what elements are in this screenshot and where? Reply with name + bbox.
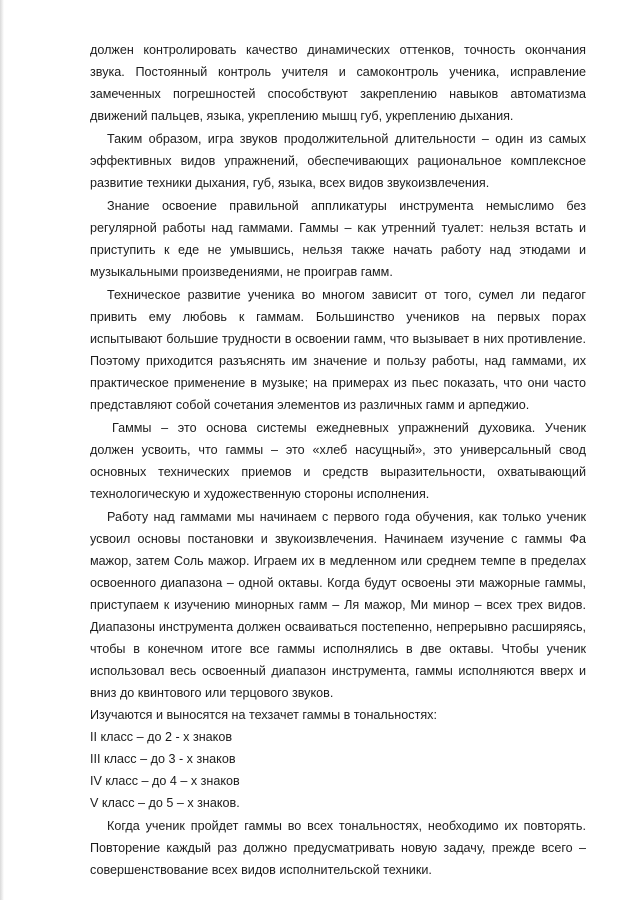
text-line: использовал весь освоенный диапазон инструмента, гаммы исполняются вверх и	[90, 664, 586, 678]
text-line: приступить к еде не умывшись, нельзя также начать работу над этюдами и	[90, 243, 586, 257]
list-item: IV класс – до 4 – х знаков	[90, 774, 240, 788]
list-item: III класс – до 3 - х знаков	[90, 752, 236, 766]
text-line: должен контролировать качество динамических оттенков, точность окончания	[90, 43, 586, 57]
text-line: замеченных погрешностей способствуют закреплению навыков автоматизма	[90, 87, 586, 101]
text-line: привить ему любовь к гаммам. Большинство учеников на первых порах	[90, 310, 586, 324]
text-line: Диапазоны инструмента должен осваиваться постепенно, непрерывно расширяясь,	[90, 620, 586, 634]
text-line: чтобы в конечном итоге все гаммы исполнялись в две октавы. Чтобы ученик	[90, 642, 586, 656]
text-line: вниз до квинтового или терцового звуков.	[90, 686, 334, 700]
text-line: Гаммы – это основа системы ежедневных упражнений духовика. Ученик	[112, 421, 586, 435]
text-line: совершенствование всех видов исполнительской техники.	[90, 863, 432, 877]
text-line: технологическую и художественную стороны исполнения.	[90, 487, 430, 501]
text-line: Когда ученик пройдет гаммы во всех тональностях, необходимо их повторять.	[107, 819, 586, 833]
text-line: развитие техники дыхания, губ, языка, всех видов звукоизвлечения.	[90, 176, 490, 190]
text-line: регулярной работы над гаммами. Гаммы – как утренний туалет: нельзя встать и	[90, 221, 586, 235]
text-line: усвоил основы постановки и звукоизвлечения. Начинаем изучение с гаммы Фа	[90, 532, 586, 546]
text-line: освоенного диапазона – одной октавы. Когда будут освоены эти мажорные гаммы,	[90, 576, 586, 590]
text-line: приступаем к изучению минорных гамм – Ля мажор, Ми минор – всех трех видов.	[90, 598, 586, 612]
text-line: Работу над гаммами мы начинаем с первого года обучения, как только ученик	[107, 510, 586, 524]
text-line: движений пальцев, языка, укреплению мышц губ, укреплению дыхания.	[90, 109, 514, 123]
list-item: II класс – до 2 - х знаков	[90, 730, 233, 744]
text-line: практическое применение в музыке; на примерах из пьес показать, что они часто	[90, 376, 586, 390]
text-line: Поэтому приходится разъяснять им значение и пользу работы, над гаммами, их	[90, 354, 586, 368]
text-line: испытывают большие трудности в освоении гамм, что вызывает в них противление.	[90, 332, 586, 346]
text-line: должен усвоить, что гаммы – это «хлеб насущный», это универсальный свод	[90, 443, 586, 457]
text-line: мажор, затем Соль мажор. Играем их в медленном или среднем темпе в пределах	[90, 554, 586, 568]
page-edge-shadow	[0, 0, 4, 900]
text-line: Знание освоение правильной аппликатуры инструмента немыслимо без	[107, 199, 586, 213]
text-line: музыкальными произведениями, не проиграв гамм.	[90, 265, 393, 279]
text-line: основных технических приемов и средств выразительности, охватывающий	[90, 465, 586, 479]
text-line: представляют собой сочетания элементов из различных гамм и арпеджио.	[90, 398, 530, 412]
text-line: Таким образом, игра звуков продолжительной длительности – один из самых	[107, 132, 586, 146]
list-item: V класс – до 5 – х знаков.	[90, 796, 240, 810]
text-line: звука. Постоянный контроль учителя и самоконтроль ученика, исправление	[90, 65, 586, 79]
text-line: эффективных видов упражнений, обеспечивающих рациональное комплексное	[90, 154, 586, 168]
text-line: Повторение каждый раз должно предусматривать новую задачу, прежде всего –	[90, 841, 586, 855]
text-line: Изучаются и выносятся на техзачет гаммы в тональностях:	[90, 708, 437, 722]
text-line: Техническое развитие ученика во многом зависит от того, сумел ли педагог	[107, 288, 586, 302]
